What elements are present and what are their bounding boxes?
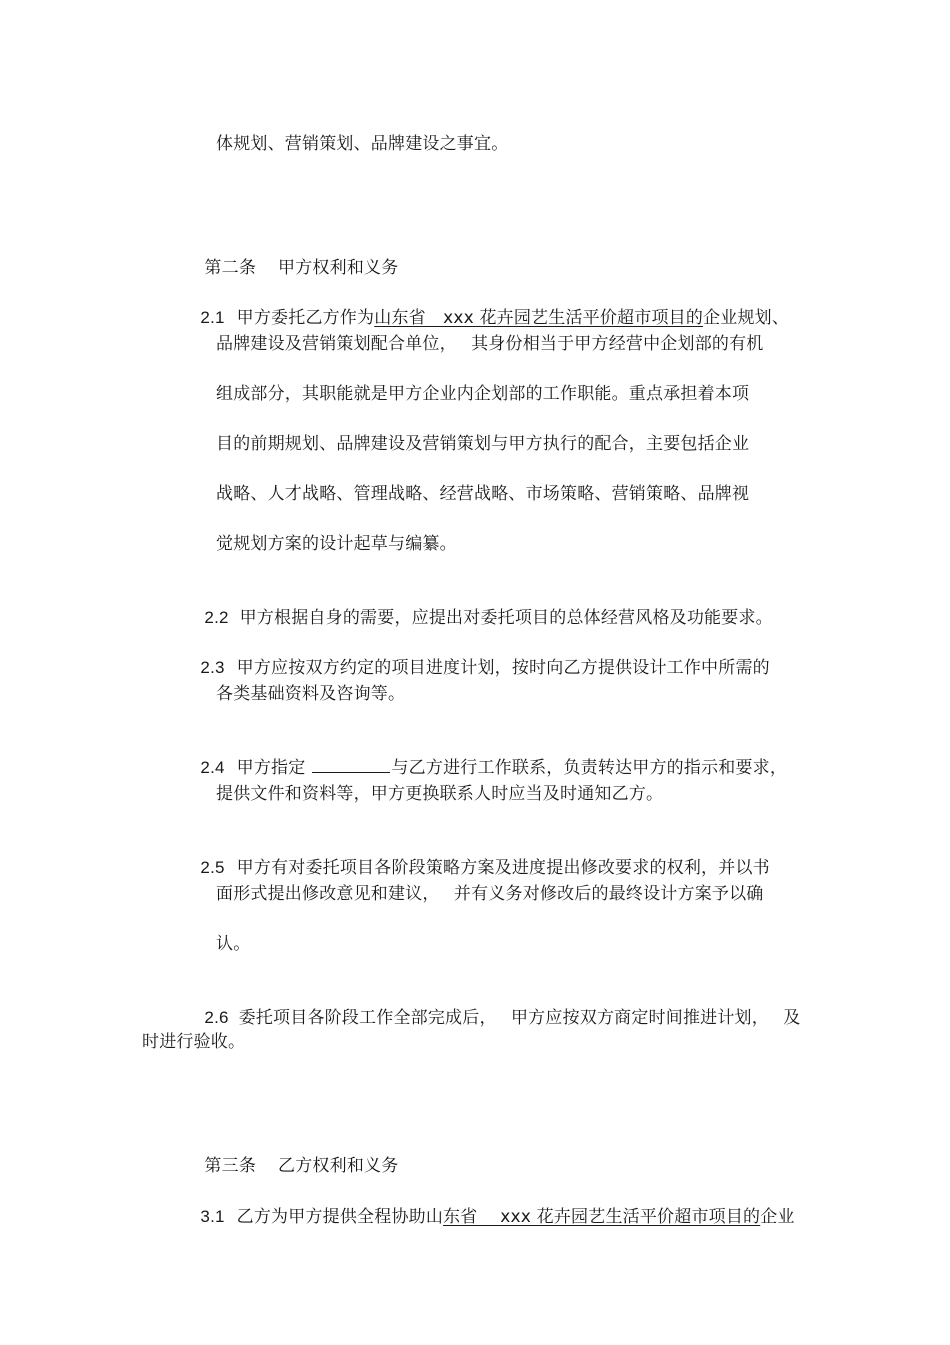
clause-text: 甲方应按双方约定的项目进度计划，按时向乙方提供设计工作中所需的 <box>236 658 770 678</box>
clause-line: 组成部分，其职能就是甲方企业内企划部的工作职能。重点承担着本项 <box>216 384 750 404</box>
clause-text: 甲方委托乙方作为 <box>236 308 375 328</box>
article-title: 甲方权利和义务 <box>278 258 399 278</box>
clause-text: 企业规划、 <box>703 308 790 328</box>
clause-text: 乙方为甲方提供全程协助山 <box>236 1207 444 1227</box>
continued-line: 体规划、营销策划、品牌建设之事宜。 <box>216 134 509 154</box>
underlined-project-name: 山东省 xxx 花卉园艺生活平价超市项目的 <box>374 308 704 328</box>
clause-line: 觉规划方案的设计起草与编纂。 <box>216 534 457 554</box>
clause-number: 2.6 <box>204 1008 229 1027</box>
clause-number: 2.3 <box>200 658 225 677</box>
clause-text: 与乙方进行工作联系，负责转达甲方的指示和要求， <box>391 758 788 778</box>
contact-blank-line <box>312 758 390 773</box>
clause-number: 2.5 <box>200 858 225 877</box>
clause-2-6 <box>182 982 800 1054</box>
clause-line: 目的前期规划、品牌建设及营销策划与甲方执行的配合，主要包括企业 <box>216 434 750 454</box>
underlined-project-name: 东省 xxx 花卉园艺生活平价超市项目的 <box>443 1207 761 1227</box>
clause-line: 品牌建设及营销策划配合单位， 其身份相当于甲方经营中企划部的有机 <box>216 334 764 354</box>
clause-number: 2.1 <box>200 308 225 327</box>
clause-line: 认。 <box>216 934 251 954</box>
clause-line: 各类基础资料及咨询等。 <box>216 684 406 704</box>
clause-line: 时进行验收。 <box>142 1032 246 1052</box>
article-title: 乙方权利和义务 <box>278 1156 399 1176</box>
clause-line: 提供文件和资料等，甲方更换联系人时应当及时通知乙方。 <box>216 784 664 804</box>
article-number: 第二条 <box>204 258 257 278</box>
clause-number: 2.4 <box>200 758 225 777</box>
clause-number: 3.1 <box>200 1207 225 1226</box>
clause-3-1 <box>178 1181 795 1253</box>
clause-text: 委托项目各阶段工作全部完成后， 甲方应按双方商定时间推进计划， 及 <box>238 1008 801 1028</box>
clause-number: 2.2 <box>204 608 229 627</box>
clause-text: 企业 <box>760 1207 795 1227</box>
clause-text: 甲方指定 <box>236 758 306 778</box>
clause-text: 甲方根据自身的需要，应提出对委托项目的总体经营风格及功能要求。 <box>239 608 773 628</box>
clause-line: 战略、人才战略、管理战略、经营战略、市场策略、营销策略、品牌视 <box>216 484 750 504</box>
article-number: 第三条 <box>204 1156 257 1176</box>
clause-line: 面形式提出修改意见和建议， 并有义务对修改后的最终设计方案予以确 <box>216 884 764 904</box>
clause-text: 甲方有对委托项目各阶段策略方案及进度提出修改要求的权利，并以书 <box>236 858 770 878</box>
